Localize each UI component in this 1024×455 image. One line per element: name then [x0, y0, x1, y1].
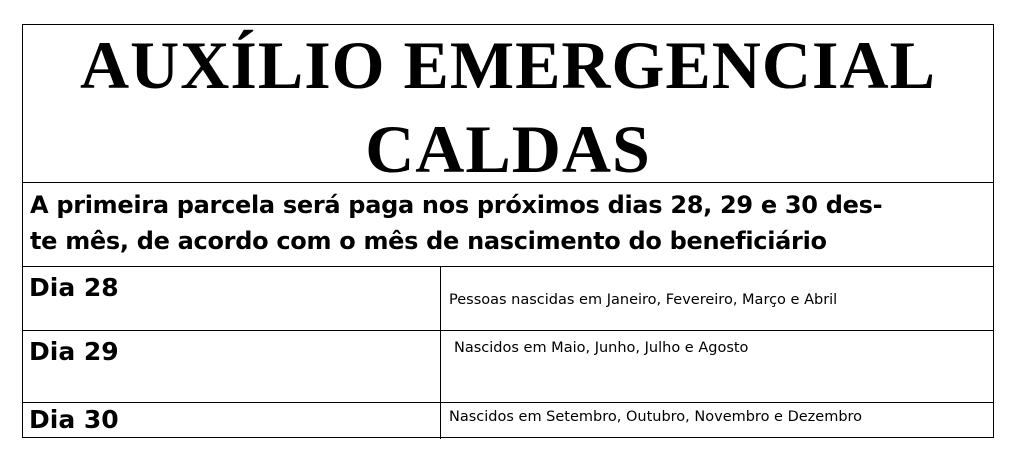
column-divider — [440, 267, 441, 439]
schedule-day: Dia 28 — [29, 273, 119, 302]
schedule-day: Dia 29 — [29, 337, 119, 366]
title-line-2: CALDAS — [365, 111, 651, 187]
announcement-line-1: A primeira parcela será paga nos próximos dias 28, 29 e 30 des- — [30, 191, 883, 219]
schedule-row-day-30 — [23, 403, 993, 439]
schedule-description: Pessoas nascidas em Janeiro, Fevereiro, Março e Abril — [449, 292, 838, 308]
announcement-text — [23, 183, 993, 267]
title-line-1: AUXÍLIO EMERGENCIAL — [80, 27, 936, 103]
schedule-row-day-29 — [23, 331, 993, 403]
schedule-day: Dia 30 — [29, 405, 119, 434]
notice-frame — [22, 24, 994, 438]
announcement-line-2: te mês, de acordo com o mês de nascimento do beneficiário — [30, 227, 827, 255]
schedule-description: Nascidos em Setembro, Outubro, Novembro e Dezembro — [449, 409, 863, 425]
schedule-description: Nascidos em Maio, Junho, Julho e Agosto — [454, 340, 749, 356]
schedule-row-day-28 — [23, 267, 993, 331]
page-title — [23, 25, 993, 187]
